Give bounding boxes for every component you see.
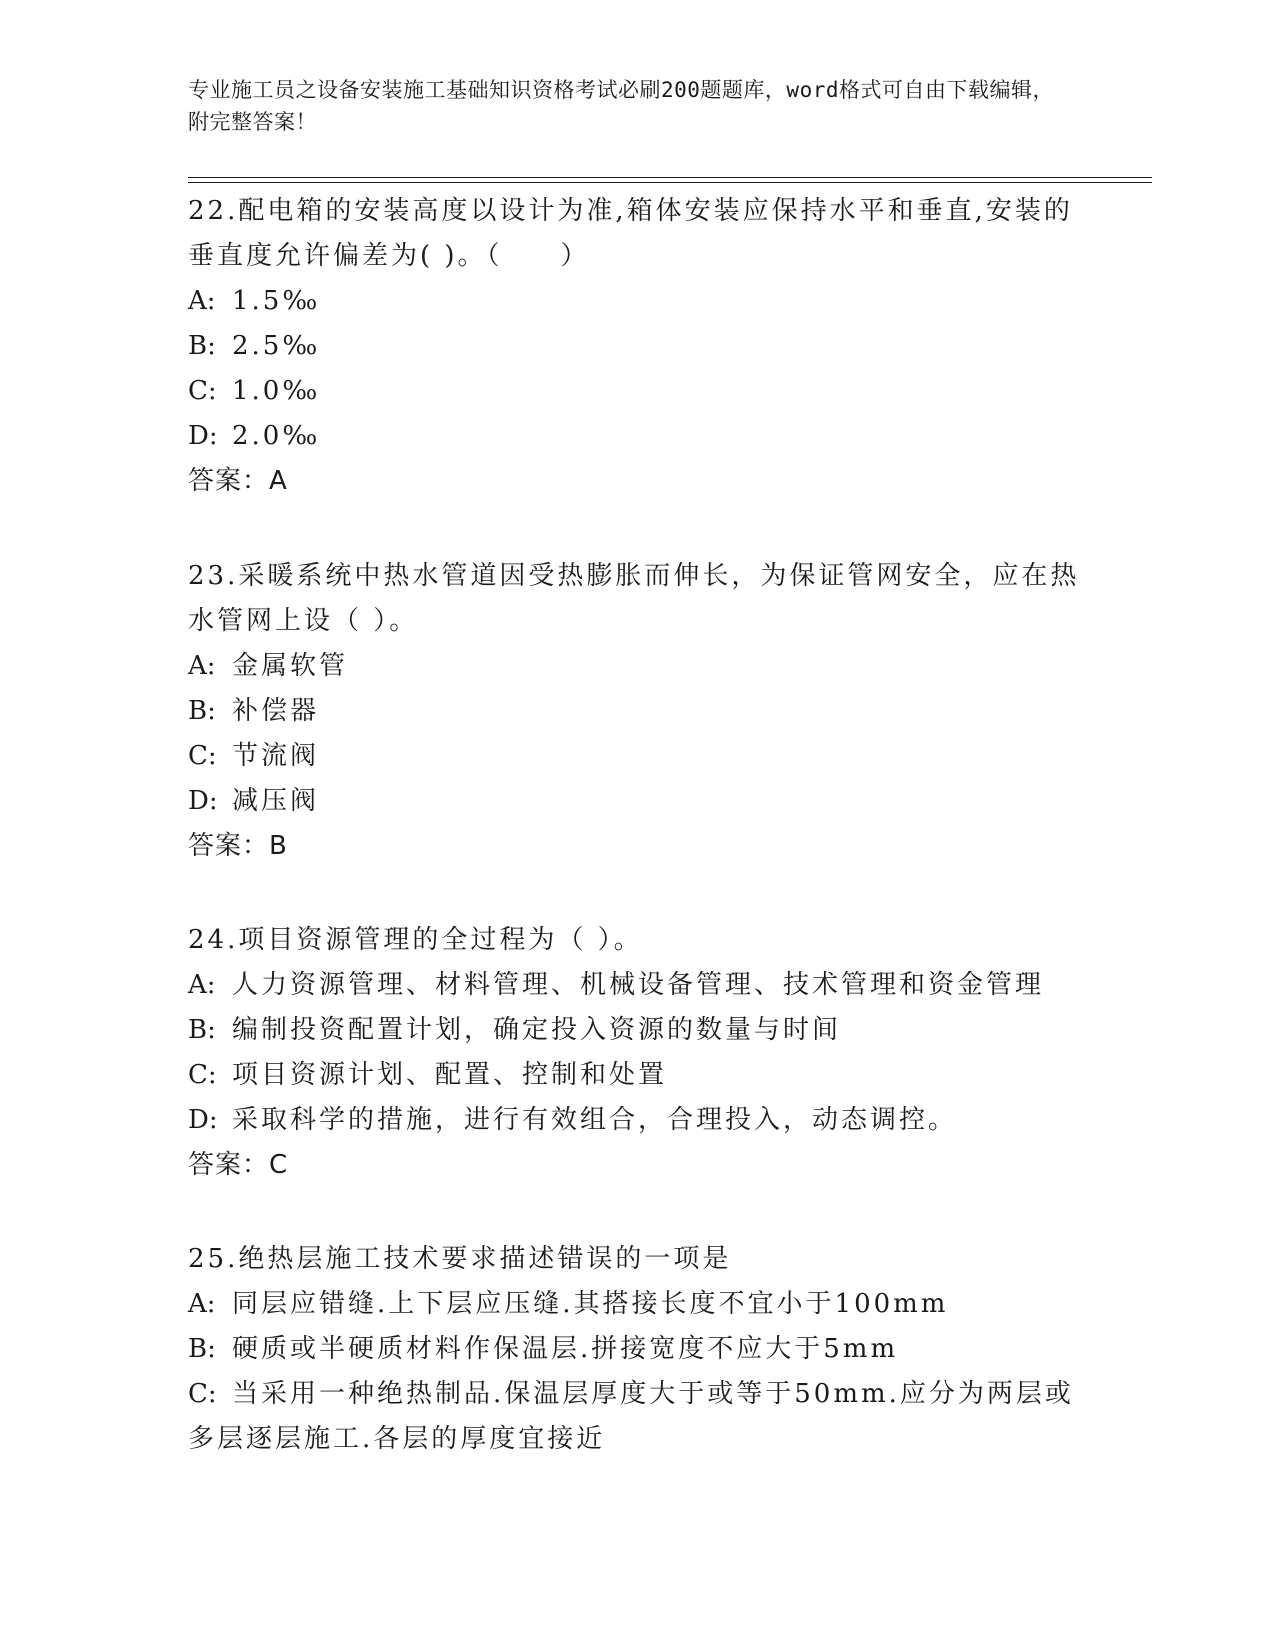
header-divider-bottom <box>188 182 1152 183</box>
option-a <box>188 1282 1088 1327</box>
option-text: 当采用一种绝热制品.保温层厚度大于或等于50mm.应分为两层或多层逐层施工.各层的厚度宜接近 <box>188 1379 1074 1454</box>
answer: 答案：B <box>188 831 288 861</box>
option-text: 1.5‰ <box>232 286 321 316</box>
option-b <box>188 324 1088 369</box>
option-b <box>188 1327 1088 1372</box>
option-b <box>188 1008 1088 1053</box>
option-c <box>188 369 1088 414</box>
question-25 <box>188 1237 1088 1462</box>
option-letter: B: <box>188 331 216 361</box>
question-stem: 25.绝热层施工技术要求描述错误的一项是 <box>188 1244 732 1274</box>
question-stem: 24.项目资源管理的全过程为（ ）。 <box>188 925 643 955</box>
option-a <box>188 963 1088 1008</box>
question-22 <box>188 189 1088 504</box>
option-letter: B: <box>188 696 216 726</box>
option-letter: C: <box>188 1060 217 1090</box>
option-d <box>188 414 1088 459</box>
option-text: 节流阀 <box>232 741 320 771</box>
option-text: 编制投资配置计划，确定投入资源的数量与时间 <box>232 1015 842 1045</box>
option-text: 1.0‰ <box>232 376 321 406</box>
option-letter: D: <box>188 786 218 816</box>
option-text: 减压阀 <box>232 786 320 816</box>
option-c <box>188 734 1088 779</box>
option-text: 2.0‰ <box>232 421 321 451</box>
option-text: 补偿器 <box>232 696 320 726</box>
question-stem: 22.配电箱的安装高度以设计为准,箱体安装应保持水平和垂直,安装的垂直度允许偏差为( )。（ ） <box>188 196 1073 271</box>
option-text: 金属软管 <box>232 651 349 681</box>
option-b <box>188 689 1088 734</box>
option-letter: C: <box>188 741 217 771</box>
option-text: 同层应错缝.上下层应压缝.其搭接长度不宜小于100mm <box>232 1289 949 1319</box>
option-text: 人力资源管理、材料管理、机械设备管理、技术管理和资金管理 <box>232 970 1045 1000</box>
option-letter: A: <box>188 970 216 1000</box>
option-a <box>188 279 1088 324</box>
option-letter: A: <box>188 1289 216 1319</box>
option-letter: D: <box>188 421 218 451</box>
option-text: 硬质或半硬质材料作保温层.拼接宽度不应大于5mm <box>232 1334 899 1364</box>
option-d <box>188 1098 1088 1143</box>
option-a <box>188 644 1088 689</box>
header-divider-top <box>188 177 1152 178</box>
option-text: 项目资源计划、配置、控制和处置 <box>232 1060 668 1090</box>
option-text: 采取科学的措施，进行有效组合，合理投入，动态调控。 <box>232 1105 958 1135</box>
answer: 答案：A <box>188 466 288 496</box>
option-letter: B: <box>188 1334 216 1364</box>
option-letter: C: <box>188 376 217 406</box>
option-letter: D: <box>188 1105 218 1135</box>
document-intro: 专业施工员之设备安装施工基础知识资格考试必刷200题题库，word格式可自由下载编辑，附完整答案！ <box>188 78 1054 134</box>
option-c <box>188 1053 1088 1098</box>
question-24 <box>188 918 1088 1188</box>
option-letter: C: <box>188 1379 217 1409</box>
question-stem: 23.采暖系统中热水管道因受热膨胀而伸长，为保证管网安全，应在热水管网上设（ ）。 <box>188 561 1080 636</box>
option-c <box>188 1372 1088 1462</box>
option-letter: A: <box>188 286 216 316</box>
answer: 答案：C <box>188 1150 289 1180</box>
option-letter: A: <box>188 651 216 681</box>
option-d <box>188 779 1088 824</box>
question-23 <box>188 554 1088 869</box>
option-letter: B: <box>188 1015 216 1045</box>
option-text: 2.5‰ <box>232 331 321 361</box>
